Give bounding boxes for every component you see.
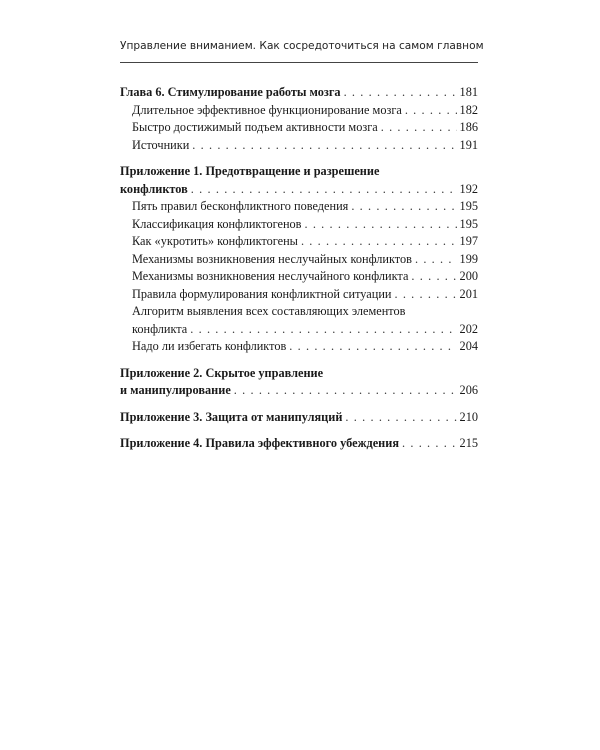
toc-subentry-title-line2: конфликта [132, 321, 188, 336]
toc-entry-page: 204 [459, 339, 478, 353]
table-of-contents [120, 84, 478, 462]
toc-entry-page: 192 [459, 181, 478, 196]
toc-entry-page: 201 [459, 286, 478, 301]
toc-subentry [120, 268, 478, 286]
toc-subentry [120, 321, 478, 339]
toc-entry-title-line1: Приложение 2. Скрытое управление [120, 365, 324, 380]
toc-appendix-2 [120, 365, 478, 400]
toc-entry-page: 200 [459, 269, 478, 283]
toc-entry-title-line2: и манипулирование [120, 383, 231, 397]
toc-subentry [120, 119, 478, 137]
dot-leader [402, 435, 457, 453]
dot-leader [381, 119, 457, 137]
toc-entry-title: Глава 6. Стимулирование работы мозга [120, 85, 341, 99]
toc-entry-title: Приложение 3. Защита от манипуляций [120, 409, 343, 424]
toc-entry-title: Источники [132, 137, 190, 152]
toc-subentry [120, 102, 478, 120]
dot-leader [345, 409, 456, 427]
running-head: Управление вниманием. Как сосредоточиться на самом главном [120, 40, 484, 52]
toc-entry [120, 435, 478, 453]
toc-entry-page: 197 [459, 234, 478, 248]
dot-leader [289, 338, 456, 356]
dot-leader [411, 268, 456, 286]
toc-entry-title: Длительное эффективное функционирование мозга [132, 102, 402, 117]
toc-entry-page: 202 [459, 321, 478, 336]
toc-entry-page: 215 [459, 436, 478, 450]
toc-entry-page: 191 [459, 137, 478, 152]
toc-subentry [120, 338, 478, 356]
toc-appendix-3 [120, 409, 478, 427]
toc-subentry [120, 198, 478, 216]
toc-entry-title: Быстро достижимый подъем активности мозга [132, 120, 378, 134]
toc-entry-page: 186 [459, 120, 478, 134]
dot-leader [394, 286, 456, 304]
dot-leader [351, 198, 456, 216]
dot-leader [301, 233, 457, 251]
dot-leader [234, 382, 457, 400]
toc-appendix-4 [120, 435, 478, 453]
header-rule [120, 62, 478, 63]
toc-entry-title: Приложение 4. Правила эффективного убеждения [120, 436, 399, 450]
toc-chapter-6 [120, 84, 478, 154]
toc-entry [120, 84, 478, 102]
toc-subentry [120, 216, 478, 234]
toc-entry [120, 382, 478, 400]
toc-entry-page: 181 [459, 85, 478, 99]
toc-entry-title: Механизмы возникновения неслучайных конфликтов [132, 251, 412, 266]
toc-entry-title: Как «укротить» конфликтогены [132, 234, 298, 248]
toc-entry-title: Надо ли избегать конфликтов [132, 339, 287, 353]
dot-leader [405, 102, 457, 120]
toc-entry-page: 210 [459, 409, 478, 424]
toc-entry-title: Механизмы возникновения неслучайного конфликта [132, 269, 409, 283]
toc-entry-page: 206 [459, 383, 478, 397]
toc-subentry [120, 286, 478, 304]
toc-entry [120, 181, 478, 199]
dot-leader [344, 84, 457, 102]
toc-entry-page: 182 [459, 102, 478, 117]
toc-appendix-1 [120, 163, 478, 356]
toc-entry-title: Классификация конфликтогенов [132, 216, 302, 231]
dot-leader [304, 216, 456, 234]
toc-entry-page: 195 [459, 216, 478, 231]
toc-subentry [120, 137, 478, 155]
dot-leader [190, 321, 456, 339]
toc-subentry-title-line1: Алгоритм выявления всех составляющих элементов [132, 304, 406, 318]
toc-entry [120, 409, 478, 427]
toc-entry-page: 199 [459, 251, 478, 266]
toc-entry-title-line1: Приложение 1. Предотвращение и разрешение [120, 164, 380, 178]
dot-leader [192, 137, 456, 155]
toc-entry-title: Пять правил бесконфликтного поведения [132, 199, 349, 213]
toc-entry-page: 195 [459, 199, 478, 213]
toc-subentry [120, 233, 478, 251]
dot-leader [415, 251, 457, 269]
toc-entry-title: Правила формулирования конфликтной ситуации [132, 286, 392, 301]
toc-entry-title-line2: конфликтов [120, 181, 188, 196]
dot-leader [191, 181, 457, 199]
toc-subentry [120, 251, 478, 269]
